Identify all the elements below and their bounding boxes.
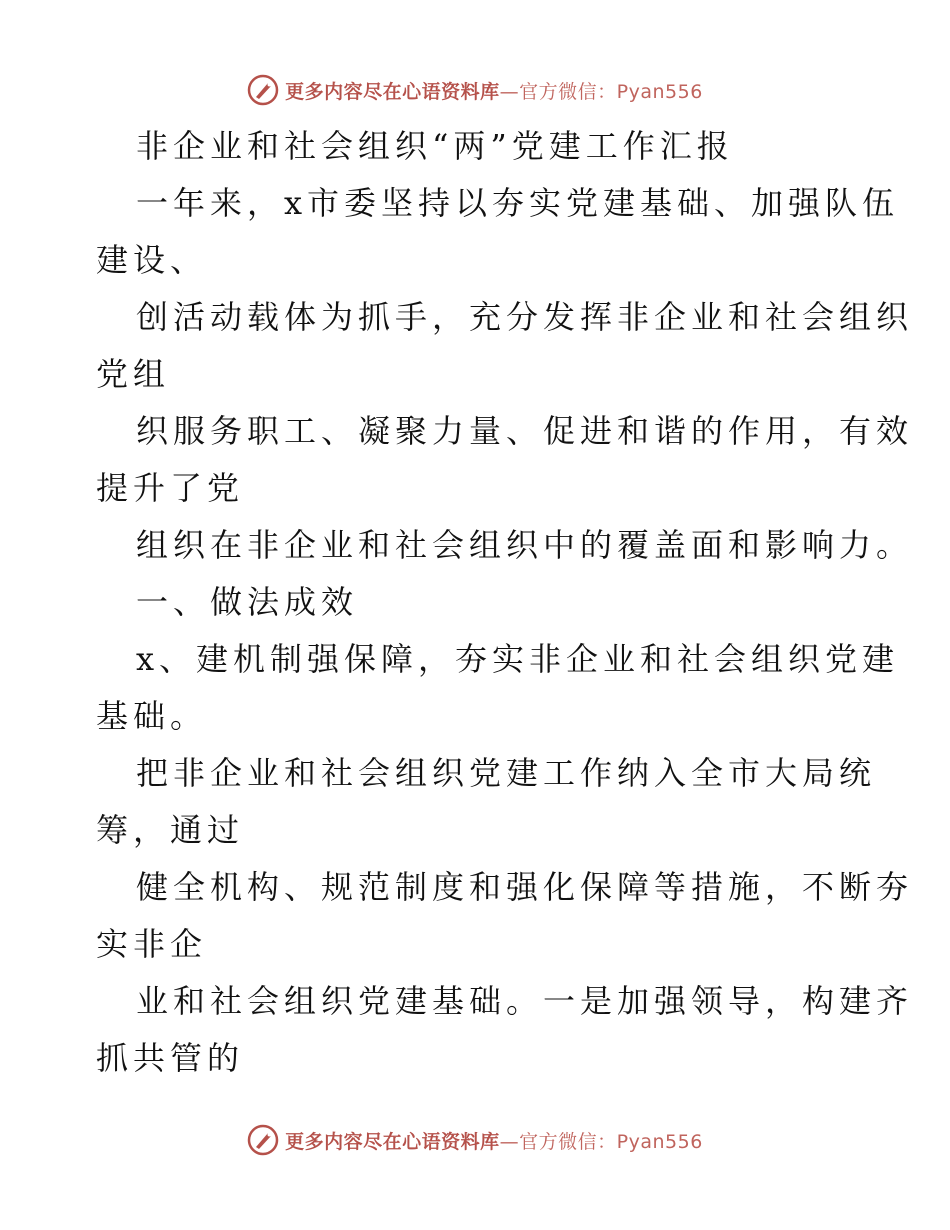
subsection-heading: x、建机制强保障，夯实非企业和社会组织党建 [136,640,900,678]
section-heading: 一、做法成效 [136,583,359,621]
watermark-text [285,77,703,104]
body-line: 实非企 [96,925,208,963]
body-line: 一年来，x市委坚持以夯实党建基础、加强队伍 [136,184,900,222]
body-line: 创活动载体为抓手，充分发挥非企业和社会组织 [136,298,914,336]
body-line: 筹，通过 [96,811,245,849]
body-line: 织服务职工、凝聚力量、促进和谐的作用，有效 [136,412,914,450]
watermark-wechat-label: —官方微信：Pyan556 [499,80,703,103]
pen-logo-icon [247,1124,279,1156]
body-line: 提升了党 [96,469,245,507]
document-title: 非企业和社会组织“两”党建工作汇报 [136,127,734,165]
body-line: 组织在非企业和社会组织中的覆盖面和影响力。 [136,526,914,564]
body-line: 业和社会组织党建基础。一是加强领导，构建齐 [136,982,914,1020]
body-line: 党组 [96,355,171,393]
body-line: 抓共管的 [96,1039,245,1077]
document-body [96,118,914,1087]
watermark-text [285,1127,703,1154]
watermark-footer [0,1120,950,1160]
body-line: 把非企业和社会组织党建工作纳入全市大局统 [136,754,877,792]
watermark-header [0,70,950,110]
body-line: 建设、 [96,241,208,279]
watermark-wechat-label: —官方微信：Pyan556 [499,1130,703,1153]
body-line: 基础。 [96,697,208,735]
body-line: 健全机构、规范制度和强化保障等措施，不断夯 [136,868,914,906]
pen-logo-icon [247,74,279,106]
watermark-site-label: 更多内容尽在心语资料库 [285,1130,500,1153]
watermark-site-label: 更多内容尽在心语资料库 [285,80,500,103]
